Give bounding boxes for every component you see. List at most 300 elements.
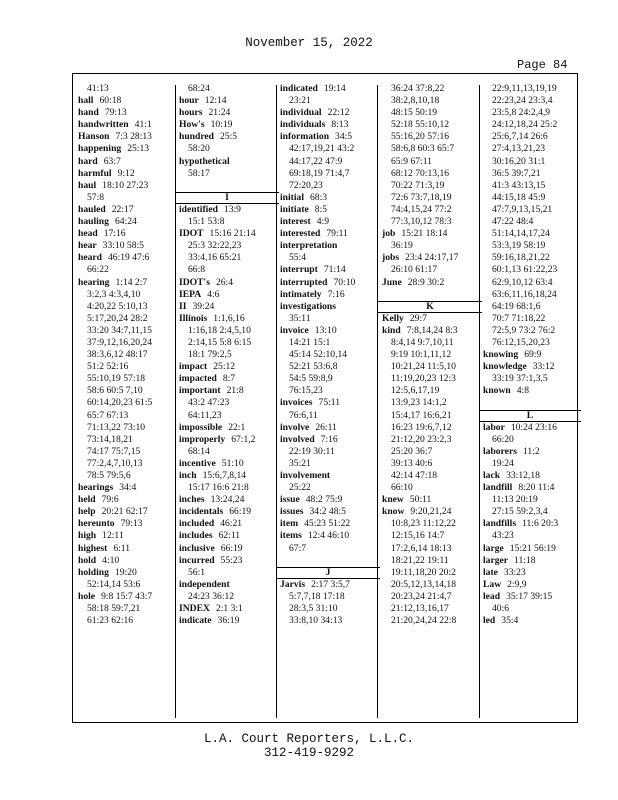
index-page-refs-continued: 61:23 62:16 bbox=[87, 615, 134, 627]
index-page-refs-continued: 33:4,16 65:21 bbox=[188, 252, 242, 264]
index-page-refs: 6:11 bbox=[113, 542, 131, 554]
index-page-refs-continued: 22:19 30:11 bbox=[289, 445, 335, 457]
index-word: landfills bbox=[483, 518, 517, 530]
index-page-refs: 63:7 bbox=[103, 155, 121, 167]
index-word: jobs bbox=[382, 252, 400, 264]
index-entry bbox=[179, 615, 273, 627]
index-word: inch bbox=[179, 470, 197, 481]
index-word: impacted bbox=[179, 373, 217, 385]
index-page-refs: 70:10 bbox=[333, 276, 356, 288]
index-word: incentive bbox=[179, 457, 216, 469]
index-page-refs-continued: 33:19 37:1,3,5 bbox=[492, 373, 548, 385]
index-entry bbox=[280, 228, 374, 240]
index-page-refs-continued: 24:12,18,24 25:2 bbox=[492, 119, 558, 131]
index-entry bbox=[179, 470, 273, 482]
index-page-refs-continued: 33:8,10 34:13 bbox=[289, 615, 343, 627]
index-entry bbox=[483, 482, 575, 494]
index-entry bbox=[78, 156, 172, 168]
index-page-refs-continued: 68:12 70:13,16 bbox=[391, 167, 450, 179]
index-page-refs: 33:10 58:5 bbox=[102, 240, 144, 252]
index-page-refs-continued: 59:16,18,21,22 bbox=[492, 252, 550, 264]
index-page-refs-continued: 21:12,13,16,17 bbox=[391, 603, 449, 615]
index-page-refs: 9:8 15:7 43:7 bbox=[101, 590, 153, 602]
index-word: includes bbox=[179, 530, 213, 542]
index-page-refs-continued: 19:11,18,20 20:2 bbox=[391, 566, 456, 578]
index-entry bbox=[280, 204, 374, 216]
index-word: item bbox=[280, 518, 299, 530]
index-page-refs-continued: 76:6,11 bbox=[289, 409, 318, 421]
index-word: hour bbox=[179, 95, 199, 107]
index-entry bbox=[179, 156, 273, 168]
index-entry bbox=[382, 228, 476, 240]
index-page-refs-continued: 39:13 40:6 bbox=[391, 457, 433, 469]
column-divider bbox=[175, 85, 176, 718]
index-word: issue bbox=[280, 494, 300, 506]
index-entry bbox=[78, 180, 172, 192]
index-word: harmful bbox=[78, 167, 112, 179]
index-entry bbox=[382, 506, 476, 518]
index-entry bbox=[280, 264, 374, 276]
index-page-refs: 46:21 bbox=[220, 518, 243, 530]
column-divider bbox=[276, 85, 277, 718]
index-page-refs-continued: 47:7,9,13,15,21 bbox=[492, 203, 553, 215]
index-entry bbox=[78, 131, 172, 143]
index-page-refs-continued: 54:5 59:8,9 bbox=[289, 373, 333, 385]
index-entry bbox=[280, 397, 374, 409]
index-entry bbox=[483, 555, 575, 567]
index-page-refs-continued: 10:8,23 11:12,22 bbox=[391, 518, 456, 530]
index-page-refs: 25:5 bbox=[220, 131, 238, 143]
index-page-refs: 10:24 23:16 bbox=[510, 421, 557, 433]
index-page-refs-continued: 25:3 32:22,23 bbox=[188, 240, 242, 252]
index-page-refs: 9:12 bbox=[117, 167, 135, 179]
letter-heading-label: K bbox=[378, 301, 482, 313]
index-entry bbox=[78, 228, 172, 240]
index-page-refs: 34:5 bbox=[335, 131, 353, 143]
index-word: knowledge bbox=[483, 361, 527, 373]
index-word: larger bbox=[483, 554, 509, 566]
index-entry bbox=[280, 470, 374, 482]
index-entry bbox=[78, 95, 172, 107]
index-page-refs: 10:19 bbox=[210, 119, 233, 131]
index-entry bbox=[78, 482, 172, 494]
index-page-refs: 7:8,14,24 8:3 bbox=[406, 324, 458, 336]
index-page-refs-continued: 58:17 bbox=[188, 167, 210, 179]
index-page-refs-continued: 18:1 79:2,5 bbox=[188, 349, 232, 361]
index-entry bbox=[483, 385, 575, 397]
index-word: Illinois bbox=[179, 312, 208, 324]
index-page-refs-continued: 43:2 47:23 bbox=[188, 397, 230, 409]
index-entry bbox=[179, 95, 273, 107]
index-entry bbox=[483, 579, 575, 591]
index-page-refs: 15:21 56:19 bbox=[509, 542, 556, 554]
index-word: items bbox=[280, 530, 302, 542]
index-page-refs: 15:6,7,8,14 bbox=[202, 470, 247, 481]
index-page-refs-continued: 20:23,24 21:4,7 bbox=[391, 590, 452, 602]
index-column-1 bbox=[78, 83, 172, 627]
index-entry bbox=[280, 119, 374, 131]
letter-heading-label: L bbox=[479, 410, 581, 422]
index-entry bbox=[280, 240, 374, 252]
index-entry bbox=[78, 494, 172, 506]
index-word: hold bbox=[78, 554, 97, 566]
index-page-refs-continued: 66:10 bbox=[391, 482, 413, 494]
index-page-refs-continued: 28:3,5 31:10 bbox=[289, 603, 338, 615]
index-entry bbox=[179, 518, 273, 530]
index-page-refs: 7:16 bbox=[320, 433, 338, 445]
index-entry bbox=[78, 252, 172, 264]
index-page-refs-continued: 3:2,3 4:3,4,10 bbox=[87, 288, 141, 300]
page-number: Page 84 bbox=[517, 58, 568, 72]
index-page-refs: 19:20 bbox=[114, 566, 137, 578]
index-page-refs-continued: 17:2,6,14 18:13 bbox=[391, 542, 452, 554]
index-page-refs-continued: 71:13,22 73:10 bbox=[87, 421, 146, 433]
court-reporter-phone: 312-419-9292 bbox=[263, 746, 354, 760]
index-page-refs-continued: 25:22 bbox=[289, 482, 311, 494]
index-entry bbox=[179, 530, 273, 542]
index-page-refs: 26:4 bbox=[215, 276, 233, 288]
index-word: hard bbox=[78, 155, 98, 167]
index-entry bbox=[78, 143, 172, 155]
index-page-refs-continued: 22:23,24 23:3,4 bbox=[492, 95, 553, 107]
index-word: involve bbox=[280, 421, 310, 433]
index-word: investigations bbox=[280, 300, 336, 312]
index-word: Kelly bbox=[382, 312, 404, 324]
index-page-refs-continued: 15:4,17 16:6,21 bbox=[391, 409, 452, 421]
index-page-refs-continued: 69:18,19 71:4,7 bbox=[289, 167, 350, 179]
index-page-refs-continued: 77:2,4,7,10,13 bbox=[87, 457, 143, 469]
index-page-refs: 7:16 bbox=[327, 288, 345, 300]
index-page-refs: 34:4 bbox=[119, 482, 137, 494]
index-word: knowing bbox=[483, 349, 519, 361]
index-entry bbox=[179, 579, 273, 591]
index-page-refs: 34:2 48:5 bbox=[309, 506, 346, 518]
index-page-refs-continued: 67:7 bbox=[289, 542, 307, 554]
index-word: heard bbox=[78, 252, 102, 264]
index-word: late bbox=[483, 566, 498, 578]
index-entry bbox=[280, 530, 374, 542]
index-page-refs: 51:10 bbox=[221, 457, 244, 469]
letter-heading-label: J bbox=[276, 567, 380, 579]
index-entry bbox=[382, 252, 476, 264]
index-word: Jarvis bbox=[280, 578, 306, 590]
index-page-refs-continued: 27:15 59:2,3,4 bbox=[492, 506, 548, 518]
letter-heading bbox=[382, 301, 476, 313]
index-page-refs-continued: 72:20,23 bbox=[289, 179, 323, 191]
index-page-refs: 55:23 bbox=[220, 554, 243, 566]
index-page-refs: 25:13 bbox=[127, 143, 150, 155]
index-page-refs: 11:6 20:3 bbox=[522, 518, 559, 530]
index-page-refs: 13:24,24 bbox=[210, 494, 245, 506]
index-word: included bbox=[179, 518, 215, 530]
index-entry bbox=[78, 204, 172, 216]
index-entry bbox=[483, 518, 575, 530]
index-word: independent bbox=[179, 578, 230, 590]
index-page-refs: 2:17 3:5,7 bbox=[311, 578, 350, 590]
letter-heading bbox=[483, 410, 575, 422]
index-word: known bbox=[483, 385, 511, 397]
letter-heading bbox=[280, 567, 374, 579]
blank-line bbox=[382, 289, 476, 301]
index-entry bbox=[179, 107, 273, 119]
index-entry bbox=[382, 277, 476, 289]
index-page-refs: 18:10 27:23 bbox=[102, 179, 149, 191]
index-page-refs-continued: 60:14,20,23 61:5 bbox=[87, 397, 153, 409]
index-entry bbox=[78, 518, 172, 530]
index-page-refs-continued: 57:8 bbox=[87, 191, 105, 203]
index-page-refs-continued: 24:23 36:12 bbox=[188, 590, 235, 602]
index-word: incurred bbox=[179, 554, 215, 566]
index-word: inclusive bbox=[179, 542, 215, 554]
index-word: hall bbox=[78, 95, 94, 107]
index-page-refs-continued: 76:12,15,20,23 bbox=[492, 336, 550, 348]
index-page-refs: 46:19 47:6 bbox=[107, 252, 150, 264]
index-entry bbox=[179, 131, 273, 143]
index-entry bbox=[179, 301, 273, 313]
index-page-refs: 13:10 bbox=[314, 324, 337, 336]
index-word: kind bbox=[382, 324, 401, 336]
index-page-refs: 60:18 bbox=[99, 95, 122, 107]
index-page-refs-continued: 52:18 55:10,12 bbox=[391, 119, 450, 131]
column-divider bbox=[377, 85, 378, 718]
index-entry bbox=[179, 458, 273, 470]
index-word: hauled bbox=[78, 203, 106, 215]
index-page-refs: 39:24 bbox=[192, 300, 215, 312]
index-page-refs: 15:21 18:14 bbox=[401, 228, 448, 240]
index-page-refs: 79:6 bbox=[101, 494, 119, 506]
index-entry bbox=[179, 204, 273, 216]
index-page-refs-continued: 16:23 19:6,7,12 bbox=[391, 421, 452, 433]
index-page-refs: 1:1,6,16 bbox=[213, 312, 245, 324]
index-page-refs-continued: 19:24 bbox=[492, 457, 514, 469]
index-page-refs-continued: 38:2,8,10,18 bbox=[391, 95, 440, 107]
index-page-refs-continued: 43:23 bbox=[492, 530, 514, 542]
index-page-refs: 20:21 62:17 bbox=[101, 506, 148, 518]
index-word: Hanson bbox=[78, 131, 110, 143]
index-entry bbox=[179, 555, 273, 567]
letter-heading-label: I bbox=[175, 192, 279, 204]
index-entry bbox=[179, 277, 273, 289]
index-page-refs-continued: 18:21,22 19:11 bbox=[391, 554, 449, 566]
index-word: incidentals bbox=[179, 506, 224, 518]
index-page-refs: 21:8 bbox=[226, 385, 244, 397]
index-page-refs: 33:12,18 bbox=[506, 470, 540, 481]
index-entry bbox=[483, 446, 575, 458]
index-entry bbox=[483, 470, 575, 482]
index-page-refs: 35:17 39:15 bbox=[506, 590, 553, 602]
index-word: hereunto bbox=[78, 518, 115, 530]
index-page-refs-continued: 21:20,24,24 22:8 bbox=[391, 615, 457, 627]
index-entry bbox=[483, 349, 575, 361]
index-entry bbox=[280, 107, 374, 119]
index-page-refs-continued: 72:5,9 73:2 76:2 bbox=[492, 324, 556, 336]
index-word: How's bbox=[179, 119, 205, 131]
index-page-refs: 2:1 3:1 bbox=[215, 603, 243, 615]
index-page-refs: 4:6 bbox=[207, 288, 220, 300]
index-entry bbox=[483, 591, 575, 603]
index-word: initiate bbox=[280, 203, 309, 215]
index-page-refs: 71:14 bbox=[323, 264, 346, 276]
index-word: individual bbox=[280, 107, 322, 119]
index-page-refs-continued: 74:4,15,24 77:2 bbox=[391, 203, 452, 215]
index-page-refs-continued: 60:1,13 61:22,23 bbox=[492, 264, 558, 276]
index-page-refs: 4:8 bbox=[516, 385, 529, 397]
index-page-refs-continued: 33:20 34:7,11,15 bbox=[87, 324, 152, 336]
index-page-refs-continued: 68:24 bbox=[188, 83, 210, 94]
index-entry bbox=[382, 325, 476, 337]
index-column-4 bbox=[382, 83, 476, 627]
index-word: indicate bbox=[179, 615, 212, 627]
index-entry bbox=[179, 506, 273, 518]
index-page-refs-continued: 55:16,20 57:16 bbox=[391, 131, 450, 143]
index-page-refs-continued: 21:12,20 23:2,3 bbox=[391, 433, 452, 445]
index-page-refs: 79:13 bbox=[104, 107, 127, 119]
index-entry bbox=[280, 83, 374, 95]
index-entry bbox=[280, 277, 374, 289]
index-page-refs: 66:19 bbox=[220, 542, 243, 554]
index-page-refs: 8:20 11:4 bbox=[518, 482, 555, 494]
index-word: involved bbox=[280, 433, 315, 445]
index-page-refs-continued: 65:9 67:11 bbox=[391, 155, 432, 167]
index-page-refs-continued: 77:3,10,12 78:3 bbox=[391, 216, 452, 228]
index-entry bbox=[179, 361, 273, 373]
index-page-refs-continued: 22:9,11,13,19,19 bbox=[492, 83, 557, 94]
index-word: highest bbox=[78, 542, 108, 554]
index-word: hole bbox=[78, 590, 96, 602]
index-page-refs-continued: 30:16,20 31:1 bbox=[492, 155, 546, 167]
letter-heading bbox=[179, 192, 273, 204]
index-page-refs-continued: 26:10 61:17 bbox=[391, 264, 438, 276]
index-word: head bbox=[78, 228, 98, 240]
index-word: hypothetical bbox=[179, 155, 230, 167]
index-page-refs-continued: 55:10,19 57:18 bbox=[87, 373, 146, 385]
index-word: intimately bbox=[280, 288, 322, 300]
index-page-refs-continued: 5:7,7,18 17:18 bbox=[289, 590, 345, 602]
index-word: know bbox=[382, 506, 405, 518]
index-entry bbox=[78, 277, 172, 289]
index-page-refs-continued: 53:3,19 58:19 bbox=[492, 240, 546, 252]
index-page-refs: 13:9 bbox=[223, 203, 241, 215]
index-page-refs-continued: 35:11 bbox=[289, 312, 311, 324]
index-word: initial bbox=[280, 191, 304, 203]
index-word: identified bbox=[179, 203, 218, 215]
index-entry bbox=[179, 385, 273, 397]
index-page-refs: 22:1 bbox=[228, 421, 246, 433]
index-page-refs-continued: 76:15,23 bbox=[289, 385, 323, 397]
index-page-refs-continued: 78:5 79:5,6 bbox=[87, 470, 131, 481]
index-page-refs-continued: 47:22 48:4 bbox=[492, 216, 534, 228]
index-word: INDEX bbox=[179, 603, 210, 615]
court-reporter-company: L.A. Court Reporters, L.L.C. bbox=[203, 732, 415, 746]
index-word: Law bbox=[483, 578, 502, 590]
index-page-refs-continued: 74:17 75:7,15 bbox=[87, 445, 141, 457]
index-page-refs: 66:19 bbox=[229, 506, 252, 518]
index-page-refs-continued: 52:21 53:6,8 bbox=[289, 361, 338, 373]
index-page-refs-continued: 66:8 bbox=[188, 264, 206, 276]
index-entry bbox=[280, 422, 374, 434]
index-entry bbox=[280, 289, 374, 301]
index-page-refs-continued: 41:13 bbox=[87, 83, 109, 94]
index-page-refs-continued: 58:6,8 60:3 65:7 bbox=[391, 143, 455, 155]
index-word: hand bbox=[78, 107, 99, 119]
index-page-refs-continued: 15:1 53:8 bbox=[188, 216, 225, 228]
index-page-refs-continued: 20:5,12,13,14,18 bbox=[391, 578, 457, 590]
index-page-refs-continued: 37:9,12,16,20,24 bbox=[87, 336, 153, 348]
index-entry bbox=[179, 494, 273, 506]
index-entry bbox=[483, 422, 575, 434]
index-page-refs-continued: 73:14,18,21 bbox=[87, 433, 133, 445]
index-page-refs-continued: 12:15,16 14:7 bbox=[391, 530, 445, 542]
index-word: interpretation bbox=[280, 240, 338, 252]
index-page-refs-continued: 8:4,14 9:7,10,11 bbox=[391, 336, 454, 348]
index-word: handwritten bbox=[78, 119, 129, 131]
index-page-refs-continued: 44:15,18 45:9 bbox=[492, 191, 546, 203]
index-word: impact bbox=[179, 361, 208, 373]
index-page-refs: 23:4 24:17,17 bbox=[405, 252, 459, 264]
transcript-date: November 15, 2022 bbox=[245, 36, 373, 50]
index-page-refs-continued: 14:21 15:1 bbox=[289, 336, 331, 348]
index-page-refs: 45:23 51:22 bbox=[304, 518, 351, 530]
index-page-refs: 79:11 bbox=[326, 228, 348, 240]
index-page-refs: 50:11 bbox=[409, 494, 432, 506]
index-page-refs: 41:1 bbox=[134, 119, 152, 131]
index-page-refs-continued: 45:14 52:10,14 bbox=[289, 349, 348, 361]
index-word: happening bbox=[78, 143, 122, 155]
index-entry bbox=[483, 361, 575, 373]
index-page-refs-continued: 51:2 52:16 bbox=[87, 361, 129, 373]
index-page-refs-continued: 23:5,8 24:2,4,9 bbox=[492, 107, 551, 119]
index-entry bbox=[179, 603, 273, 615]
index-page-refs-continued: 36:5 39:7,21 bbox=[492, 167, 541, 179]
index-page-refs: 12:11 bbox=[102, 530, 124, 542]
index-page-refs-continued: 70:22 71:3,19 bbox=[391, 179, 445, 191]
blank-line bbox=[280, 555, 374, 567]
index-page-refs: 64:24 bbox=[114, 216, 137, 228]
index-entry bbox=[382, 313, 476, 325]
index-page-refs-continued: 25:20 36:7 bbox=[391, 445, 433, 457]
index-page-refs-continued: 38:3,6,12 48:17 bbox=[87, 349, 148, 361]
index-page-refs: 15:16 21:14 bbox=[209, 228, 256, 240]
index-word: involvement bbox=[280, 470, 331, 481]
index-page-refs-continued: 42:14 47:18 bbox=[391, 470, 438, 481]
index-page-refs-continued: 65:7 67:13 bbox=[87, 409, 129, 421]
index-page-refs-continued: 10:21,24 11:5,10 bbox=[391, 361, 456, 373]
index-page-refs: 33:12 bbox=[532, 361, 555, 373]
index-word: holding bbox=[78, 566, 109, 578]
index-word: hear bbox=[78, 240, 97, 252]
index-word: hearings bbox=[78, 482, 114, 494]
index-column-3 bbox=[280, 83, 374, 627]
index-entry bbox=[179, 228, 273, 240]
index-entry bbox=[78, 107, 172, 119]
index-page-refs-continued: 58:6 60:5 7,10 bbox=[87, 385, 143, 397]
blank-line bbox=[179, 180, 273, 192]
index-entry bbox=[280, 579, 374, 591]
index-page-refs: 1:14 2:7 bbox=[115, 276, 148, 288]
index-page-refs-continued: 72:6 73:7,18,19 bbox=[391, 191, 452, 203]
index-word: interest bbox=[280, 216, 311, 228]
index-word: II bbox=[179, 300, 187, 312]
index-page-refs: 75:11 bbox=[318, 397, 341, 409]
index-word: improperly bbox=[179, 433, 226, 445]
index-page-refs-continued: 56:1 bbox=[188, 566, 206, 578]
index-page-refs-continued: 58:18 59:7,21 bbox=[87, 603, 141, 615]
index-column-5 bbox=[483, 83, 575, 627]
index-word: haul bbox=[78, 179, 97, 191]
index-word: led bbox=[483, 615, 496, 627]
index-page-refs-continued: 2:14,15 5:8 6:15 bbox=[188, 336, 252, 348]
index-page-refs: 79:13 bbox=[120, 518, 143, 530]
